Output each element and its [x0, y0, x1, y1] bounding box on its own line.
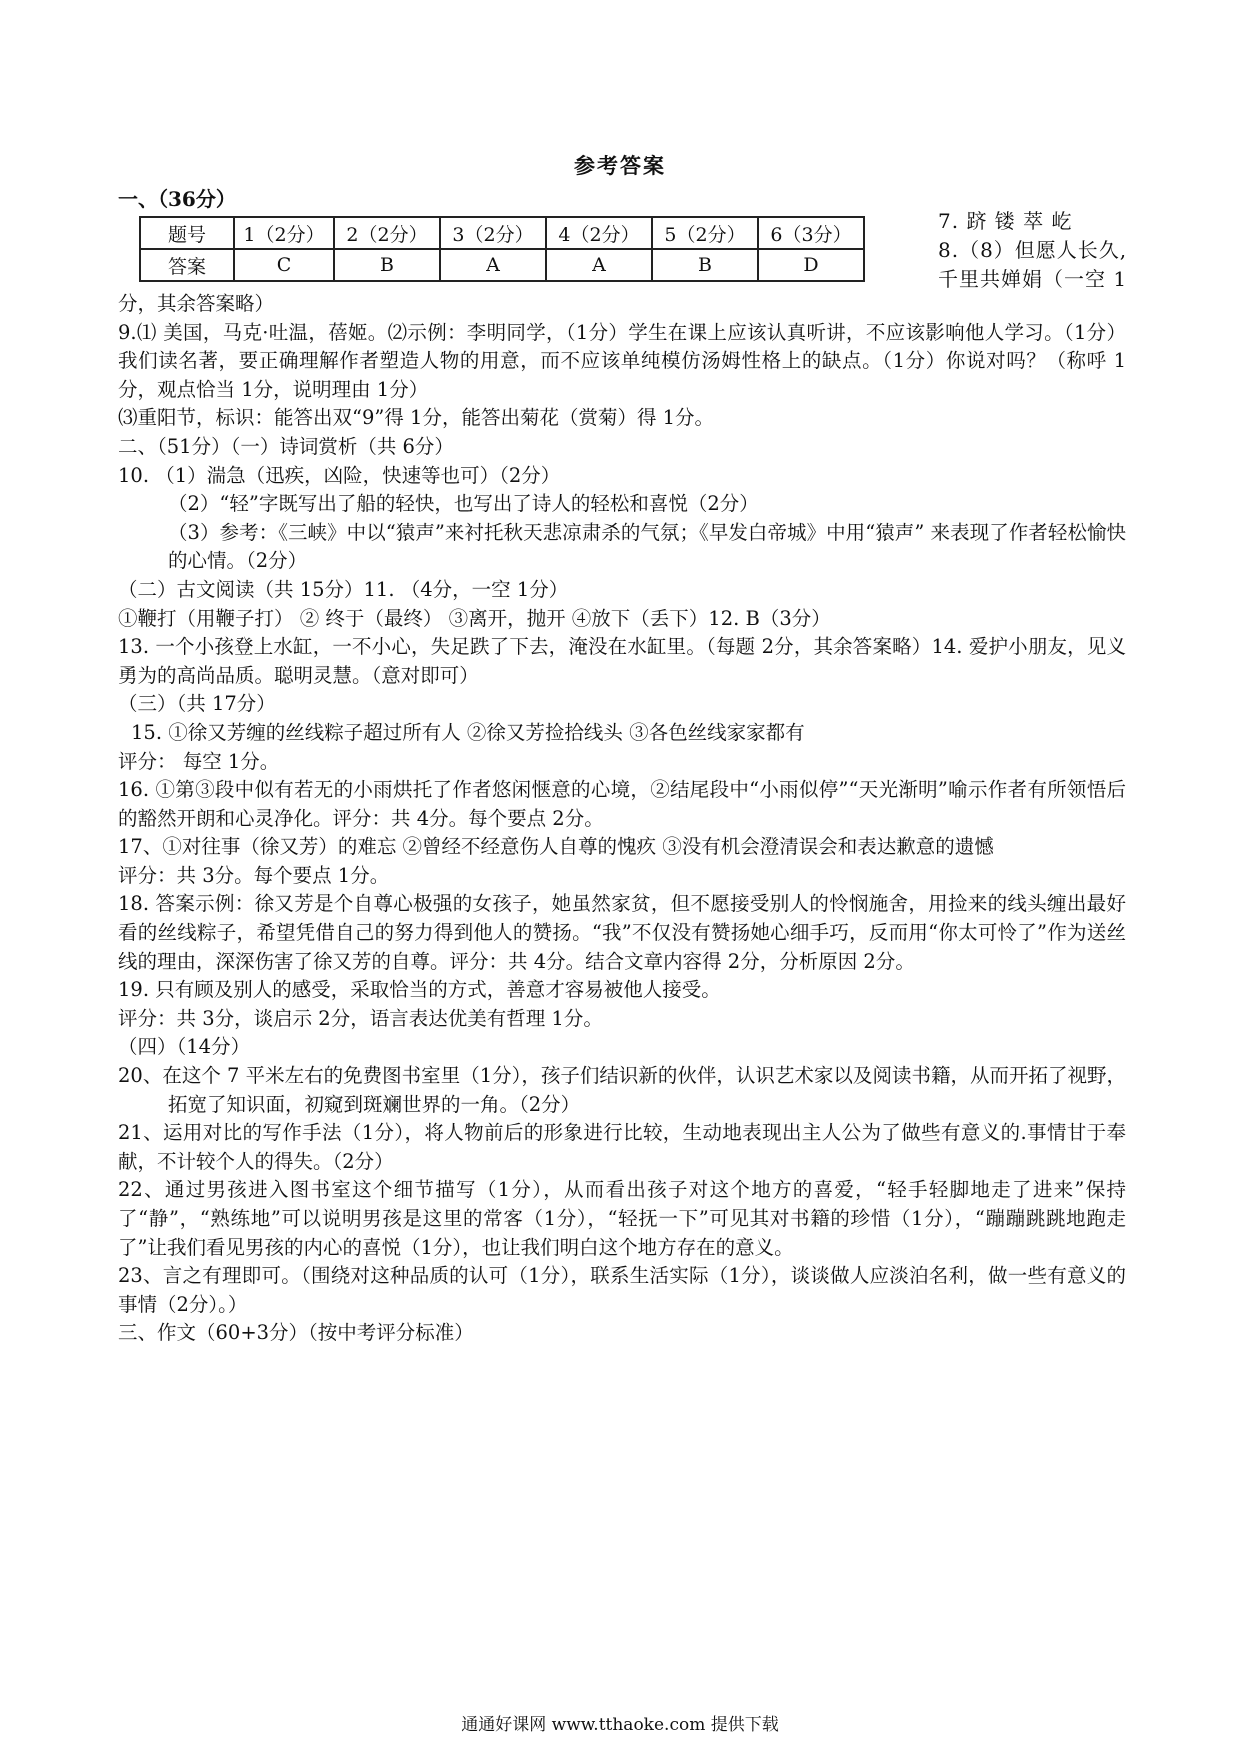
text-line: 18. 答案示例：徐又芳是个自尊心极强的女孩子，她虽然家贫，但不愿接受别人的怜悯施舍，用捡来的线头缠出最好看的丝线粽子，希望凭借自己的努力得到他人的赞扬。“我”不仅没有赞扬她心细手巧，反而用“你太可怜了”作为送丝线的理由，深深伤害了徐又芳的自尊。评分：共 4分。结合文章内容得 2分，分析原因 2分。 — [118, 892, 1126, 973]
text-line: 15. ①徐又芳缠的丝线粽子超过所有人 ②徐又芳捡拾线头 ③各色丝线家家都有 — [131, 720, 805, 744]
section-heading: 三、作文（60+3分）（按中考评分标准） — [118, 1321, 474, 1345]
text-line: 评分： 每空 1分。 — [118, 749, 280, 773]
answer-body — [118, 290, 1126, 1348]
table-cell: 3（2分） — [440, 217, 546, 249]
text-line: 23、言之有理即可。（围绕对这种品质的认可（1分），联系生活实际（1分），谈谈做人应淡泊名利，做一些有意义的事情（2分）。） — [118, 1264, 1126, 1316]
text-line: 7. 跻 镂 萃 屹 — [938, 209, 1073, 233]
text-line: 20、在这个 7 平米左右的免费图书室里（1分），孩子们结识新的伙伴，认识艺术家以及阅读书籍，从而开拓了视野，拓宽了知识面，初窥到斑斓世界的一角。（2分） — [118, 1064, 1126, 1116]
text-line: （四）（14分） — [118, 1035, 251, 1059]
text-line: （二）古文阅读（共 15分）11. （4分，一空 1分） — [118, 577, 569, 601]
text-line: 评分：共 3分，谈启示 2分，语言表达优美有哲理 1分。 — [118, 1006, 603, 1030]
q7-q8-side-answers — [938, 207, 1127, 294]
text-line: 千里共婵娟（一空 1 — [938, 267, 1128, 291]
table-cell: 4（2分） — [546, 217, 652, 249]
text-line: 16. ①第③段中似有若无的小雨烘托了作者悠闲惬意的心境，②结尾段中“小雨似停”“天光渐明”喻示作者有所领悟后的豁然开朗和心灵净化。评分：共 4分。每个要点 2分。 — [118, 778, 1126, 830]
section-heading: 二、（51分）（一）诗词赏析（共 6分） — [118, 434, 454, 458]
table-row-answers — [140, 249, 864, 281]
text-line: （3）参考：《三峡》中以“猿声”来衬托秋天悲凉肃杀的气氛；《早发白帝城》中用“猿声” 来表现了作者轻松愉快的心情。（2分） — [168, 520, 1126, 573]
table-cell: 6（3分） — [758, 217, 864, 249]
text-line: 22、通过男孩进入图书室这个细节描写（1分），从而看出孩子对这个地方的喜爱，“轻手轻脚地走了进来”保持了“静”，“熟练地”可以说明男孩是这里的常客（1分），“轻抚一下”可见其对书籍的珍惜（1分），“蹦蹦跳跳地跑走了”让我们看见男孩的内心的喜悦（1分），也让我们明白这个地方存在的意义。 — [118, 1178, 1126, 1259]
table-cell: 1（2分） — [234, 217, 334, 249]
footer-credit: 通通好课网 www.tthaoke.com 提供下载 — [461, 1715, 779, 1735]
text-line: ⑶重阳节，标识：能答出双“9”得 1分，能答出菊花（赏菊）得 1分。 — [118, 406, 715, 430]
text-line: 评分：共 3分。每个要点 1分。 — [118, 863, 390, 887]
section-1-heading: 一、（36分） — [118, 187, 236, 211]
text-line: 13. 一个小孩登上水缸，一不小心，失足跌了下去，淹没在水缸里。（每题 2分，其余答案略）14. 爱护小朋友，见义勇为的高尚品质。聪明灵慧。（意对即可） — [118, 635, 1126, 687]
text-line: 19. 只有顾及别人的感受，采取恰当的方式，善意才容易被他人接受。 — [118, 978, 721, 1002]
text-line: ①鞭打（用鞭子打） ② 终于（最终） ③离开，抛开 ④放下（丢下）12. B（3分） — [118, 606, 831, 630]
text-line: 分，其余答案略） — [118, 292, 275, 315]
text-line: 17、①对往事（徐又芳）的难忘 ②曾经不经意伤人自尊的愧疚 ③没有机会澄清误会和表达歉意的遗憾 — [118, 835, 994, 859]
text-line: 9.⑴ 美国，马克·吐温，蓓姬。⑵示例：李明同学，（1分）学生在课上应该认真听讲，不应该影响他人学习。（1分）我们读名著，要正确理解作者塑造人物的用意，而不应该单纯模仿汤姆性格上的缺点。（1分）你说对吗？（称呼 1分，观点恰当 1分，说明理由 1分） — [118, 320, 1126, 401]
table-cell: D — [758, 249, 864, 281]
table-cell: 2（2分） — [334, 217, 440, 249]
table-cell: C — [234, 249, 334, 281]
table-answer-label: 答案 — [140, 249, 234, 281]
table-row-question-numbers — [140, 217, 864, 249]
table-cell: B — [334, 249, 440, 281]
page-title: 参考答案 — [574, 153, 666, 178]
table-cell: A — [440, 249, 546, 281]
text-line: 10. （1）湍急（迅疾，凶险，快速等也可）（2分） — [118, 463, 561, 487]
table-cell: 5（2分） — [652, 217, 758, 249]
text-line: 21、运用对比的写作手法（1分），将人物前后的形象进行比较，生动地表现出主人公为了做些有意义的.事情甘于奉献，不计较个人的得失。（2分） — [118, 1121, 1126, 1173]
table-cell: B — [652, 249, 758, 281]
table-cell: A — [546, 249, 652, 281]
text-line: （三）（共 17分） — [118, 692, 276, 716]
table-header-label: 题号 — [140, 217, 234, 249]
text-line: （2）“轻”字既写出了船的轻快，也写出了诗人的轻松和喜悦（2分） — [168, 492, 759, 516]
answer-table — [139, 216, 865, 282]
text-line: 8.（8）但愿人长久, — [938, 238, 1128, 262]
